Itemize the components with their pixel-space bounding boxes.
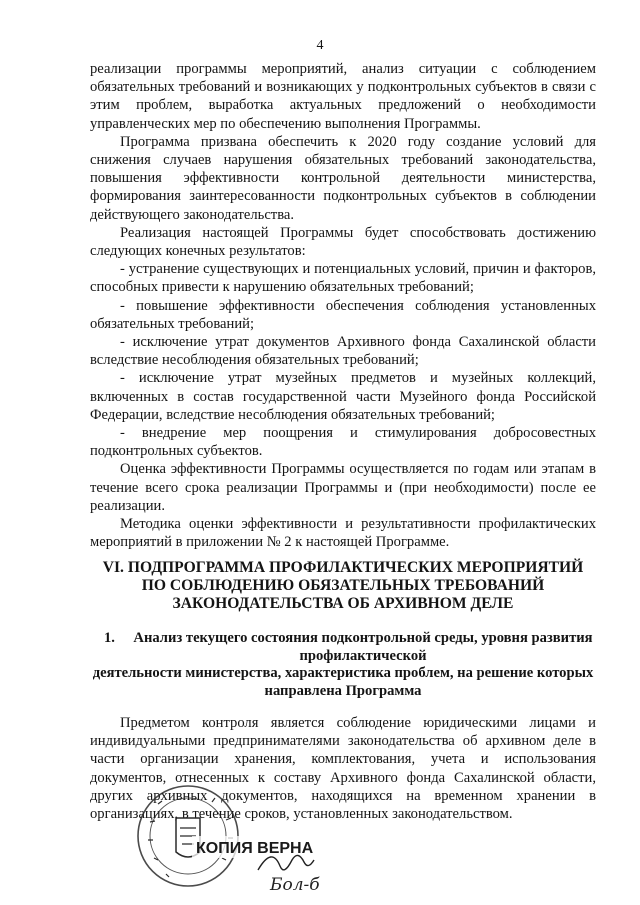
signature: Бол-б bbox=[270, 875, 320, 895]
paragraph: Методика оценки эффективности и результативности профилактических мероприятий в приложении № 2 к настоящей Программе. bbox=[90, 516, 596, 551]
list-item: - устранение существующих и потенциальных условий, причин и факторов, способных привести к нарушению обязательных требований; bbox=[90, 261, 596, 296]
section-heading: VI. ПОДПРОГРАММА ПРОФИЛАКТИЧЕСКИХ МЕРОПРИЯТИЙ ПО СОБЛЮДЕНИЮ ОБЯЗАТЕЛЬНЫХ ТРЕБОВАНИЙ ЗАКОНОДАТЕЛЬСТВА ОБ АРХИВНОМ ДЕЛЕ bbox=[102, 559, 584, 612]
page-number: 4 bbox=[316, 38, 324, 53]
stamp-text: КОПИЯ ВЕРНА bbox=[196, 840, 314, 857]
paragraph: Оценка эффективности Программы осуществляется по годам или этапам в течение всего срока реализации Программы и (при необходимости) после ее реализации. bbox=[90, 461, 596, 514]
list-item: - повышение эффективности обеспечения соблюдения установленных обязательных требований; bbox=[90, 297, 596, 332]
subsection-number: 1. bbox=[104, 630, 115, 646]
list-item: - исключение утрат документов Архивного фонда Сахалинской области вследствие несоблюдения обязательных требований; bbox=[90, 334, 596, 369]
paragraph: Реализация настоящей Программы будет способствовать достижению следующих конечных результатов: bbox=[90, 224, 596, 260]
list-item: - внедрение мер поощрения и стимулирования добросовестных подконтрольных субъектов. bbox=[90, 425, 596, 460]
subsection-title-line2: деятельности министерства, характеристика проблем, на решение которых направлена Программа bbox=[92, 665, 594, 699]
list-item: - исключение утрат музейных предметов и музейных коллекций, включенных в состав государственной части Музейного фонда Российской Федерации, вследствие несоблюдения обязательных требований; bbox=[90, 370, 596, 423]
paragraph: Программа призвана обеспечить к 2020 году создание условий для снижения случаев нарушения обязательных требований законодательства, повышения эффективности контрольной деятельности министерства, формирования заинтересованности подконтрольных субъектов в соблюдении действующего законодательства. bbox=[90, 133, 596, 223]
intro-text-block bbox=[90, 60, 596, 551]
subsection-title-line1: Анализ текущего состояния подконтрольной среды, уровня развития профилактической bbox=[133, 630, 593, 664]
certification-stamp bbox=[128, 774, 328, 902]
paragraph: Предметом контроля является соблюдение юридическими лицами и индивидуальными предпринимателями законодательства об архивном деле в части организации хранения, комплектования, учета и использования документов, отнесенных к составу Архивного фонда Сахалинской области, других архивных документов, находящихся на временном хранении в организациях, в течение сроков, установленных законодательством. bbox=[90, 715, 596, 823]
subsection-heading bbox=[90, 630, 596, 700]
paragraph: реализации программы мероприятий, анализ ситуации с соблюдением обязательных требований и возникающих у подконтрольных субъектов в связи с этим проблем, выработка актуальных предложений о необходимости управленческих мер по обеспечению выполнения Программы. bbox=[90, 61, 596, 132]
